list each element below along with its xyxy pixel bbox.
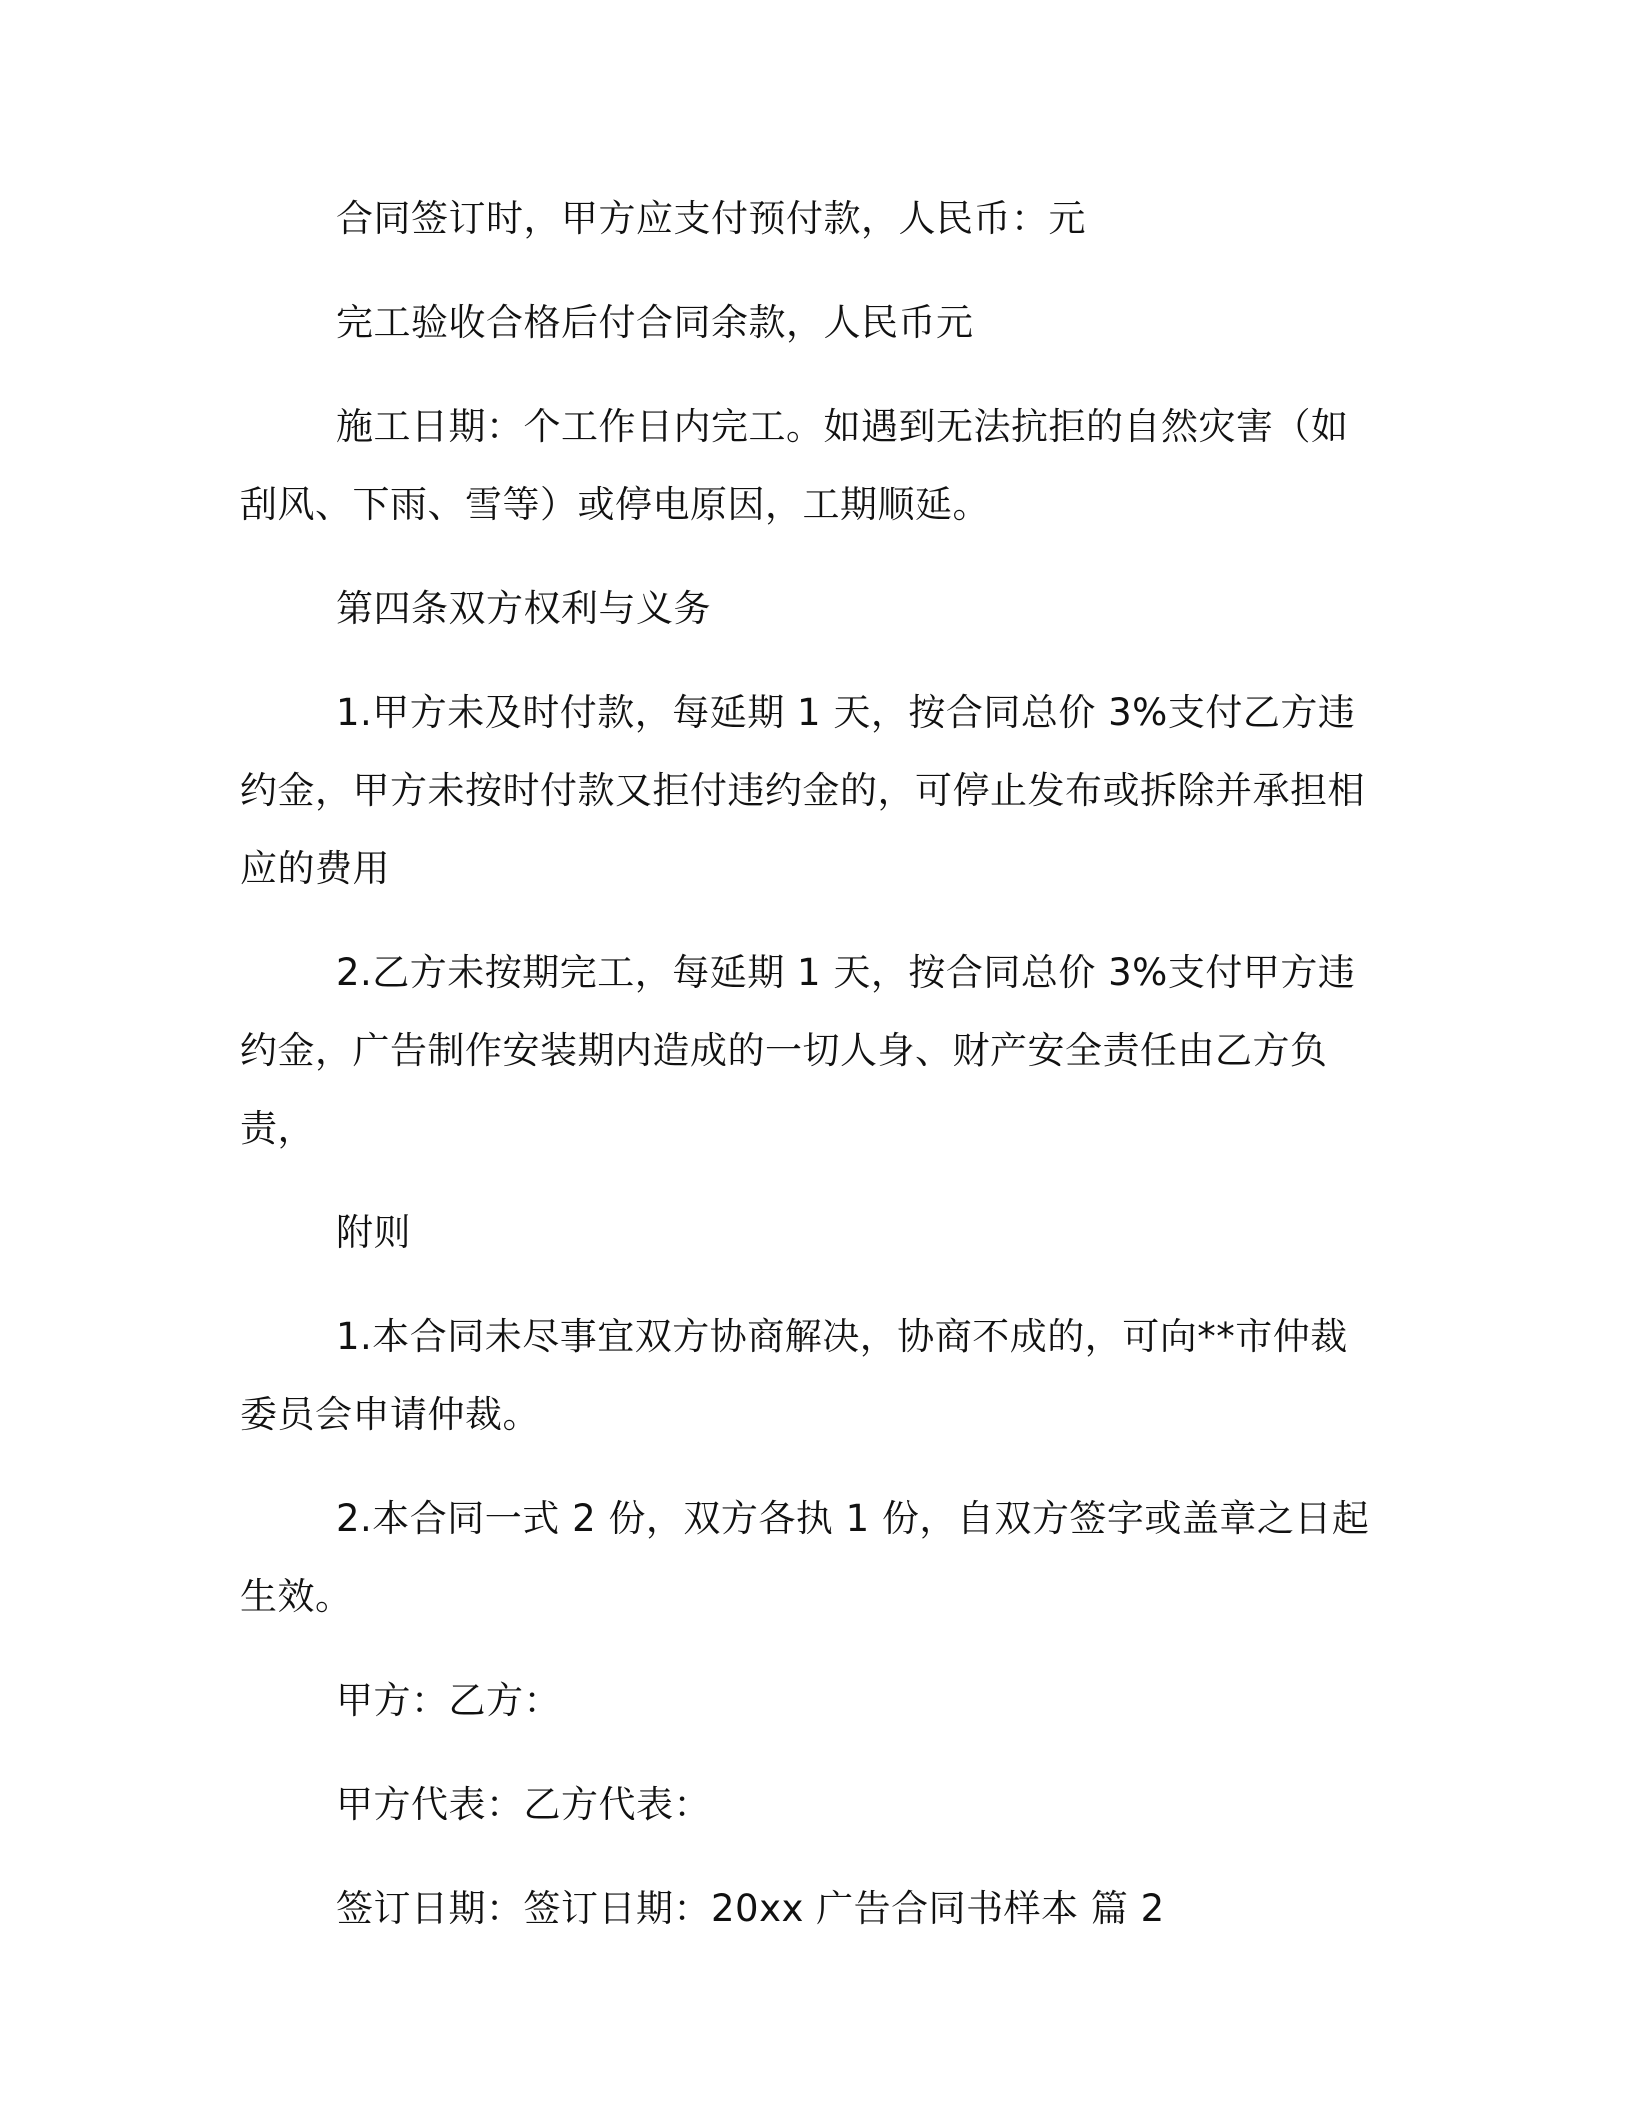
signature-dates: 签订日期：签订日期：20xx 广告合同书样本 篇 2 bbox=[336, 1887, 1165, 1930]
signature-representatives: 甲方代表：乙方代表： bbox=[336, 1783, 711, 1826]
document-text bbox=[240, 180, 1375, 1974]
paragraph-arbitration: 1.本合同未尽事宜双方协商解决，协商不成的，可向**市仲裁委员会申请仲裁。 bbox=[240, 1315, 1348, 1436]
paragraph-advance-payment: 合同签订时，甲方应支付预付款，人民币：元 bbox=[336, 197, 1086, 240]
section-heading-supplementary: 附则 bbox=[336, 1211, 411, 1254]
paragraph-construction-period: 施工日期：个工作日内完工。如遇到无法抗拒的自然灾害（如刮风、下雨、雪等）或停电原因，工期顺延。 bbox=[240, 405, 1349, 526]
section-heading-rights-obligations: 第四条双方权利与义务 bbox=[336, 587, 711, 630]
paragraph-party-b-penalty: 2.乙方未按期完工，每延期 1 天，按合同总价 3%支付甲方违约金，广告制作安装期内造成的一切人身、财产安全责任由乙方负责， bbox=[240, 951, 1356, 1150]
signature-parties: 甲方：乙方： bbox=[336, 1679, 561, 1722]
paragraph-copies: 2.本合同一式 2 份，双方各执 1 份，自双方签字或盖章之日起生效。 bbox=[240, 1497, 1370, 1618]
paragraph-balance-payment: 完工验收合格后付合同余款，人民币元 bbox=[336, 301, 974, 344]
paragraph-party-a-penalty: 1.甲方未及时付款，每延期 1 天，按合同总价 3%支付乙方违约金，甲方未按时付款又拒付违约金的，可停止发布或拆除并承担相应的费用 bbox=[240, 691, 1365, 890]
